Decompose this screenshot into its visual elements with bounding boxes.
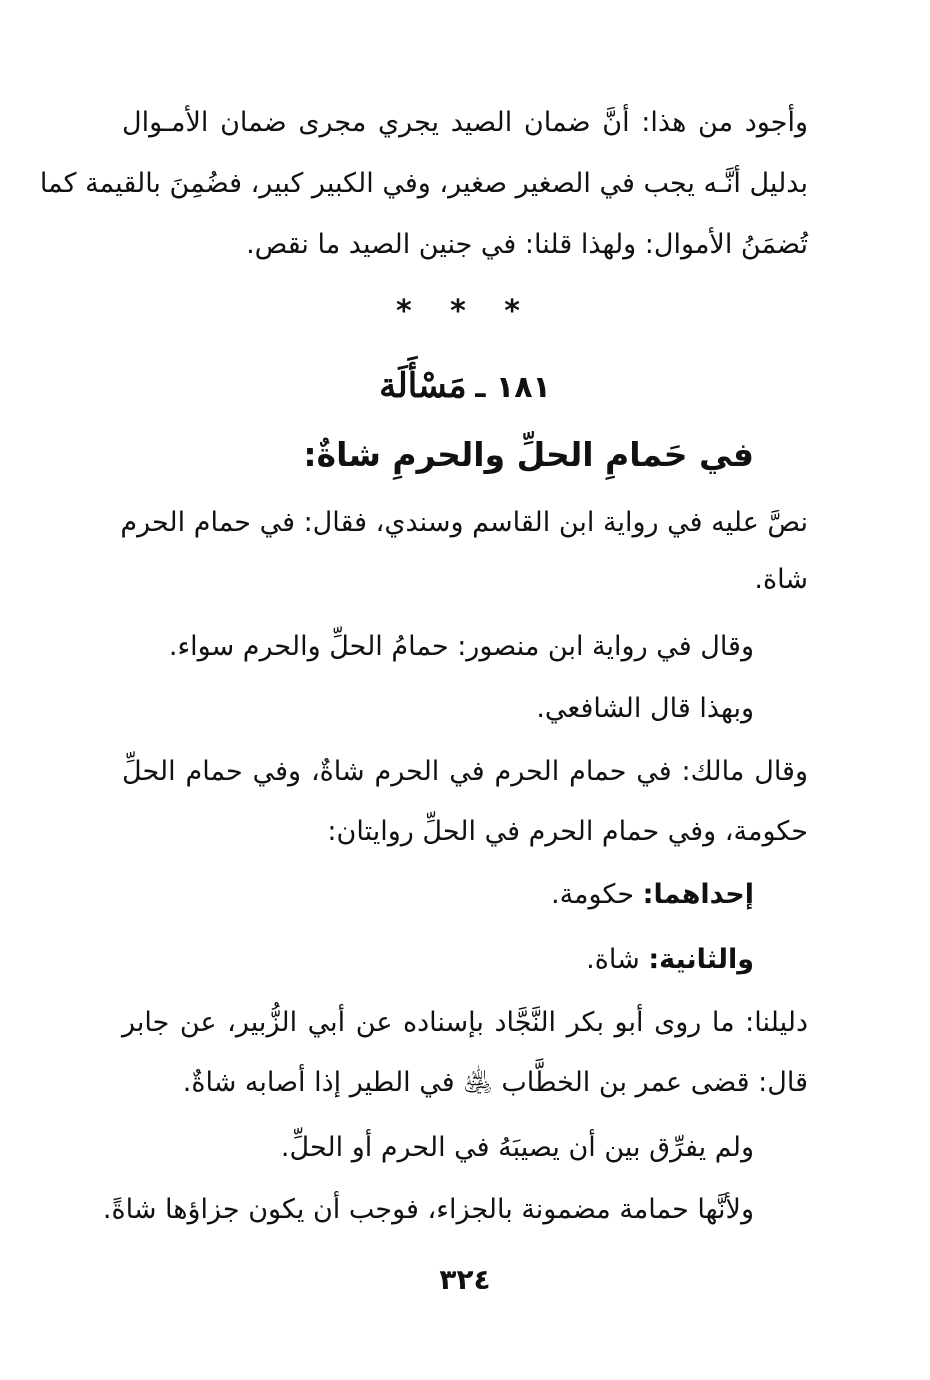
section-heading [0, 362, 930, 413]
paragraph-line: وأجود من هذا: أنَّ ضمان الصيد يجري مجرى ضمان الأمـوال [122, 107, 808, 138]
paragraph-line: وبهذا قال الشافعي. [536, 693, 754, 724]
narration-label: والثانية: [648, 944, 754, 975]
heading-number: ١٨١ ـ [475, 370, 551, 405]
page-number: ٣٢٤ [439, 1263, 491, 1296]
narration-value: شاة. [586, 944, 640, 975]
narration-label: إحداهما: [642, 879, 754, 910]
paragraph-line: شاة. [754, 564, 808, 595]
issue-title: في حَمامِ الحلِّ والحرمِ شاةٌ: [303, 435, 754, 474]
paragraph-line: حكومة، وفي حمام الحرم في الحلِّ روايتان: [327, 816, 808, 847]
paragraph-line: دليلنا: ما روى أبو بكر النَّجَّاد بإسناده عن أبي الزُّبير، عن جابر [122, 1007, 808, 1038]
heading-word: مَسْأَلَة [379, 366, 467, 406]
section-separator: * * * [396, 294, 534, 329]
narration-two [586, 940, 754, 980]
paragraph-line: ولأنَّها حمامة مضمونة بالجزاء، فوجب أن يكون جزاؤها شاةً. [102, 1194, 754, 1225]
paragraph-line: تُضمَنُ الأموال: ولهذا قلنا: في جنين الصيد ما نقص. [246, 229, 808, 260]
paragraph-line: وقال في رواية ابن منصور: حمامُ الحلِّ والحرم سواء. [168, 631, 754, 662]
paragraph-line: قال: قضى عمر بن الخطَّاب ﵁ في الطير إذا أصابه شاةٌ. [182, 1067, 808, 1098]
paragraph-line: ولم يفرِّق بين أن يصيبَهُ في الحرم أو الحلِّ. [280, 1132, 754, 1163]
paragraph-line: بدليل أنَّـه يجب في الصغير صغير، وفي الكبير كبير، فضُمِنَ بالقيمة كما [39, 168, 808, 199]
narration-one [551, 875, 754, 915]
paragraph-line: وقال مالك: في حمام الحرم في الحرم شاةٌ، وفي حمام الحلِّ [122, 756, 808, 787]
paragraph-line: نصَّ عليه في رواية ابن القاسم وسندي، فقال: في حمام الحرم [120, 507, 808, 538]
narration-value: حكومة. [551, 879, 635, 910]
